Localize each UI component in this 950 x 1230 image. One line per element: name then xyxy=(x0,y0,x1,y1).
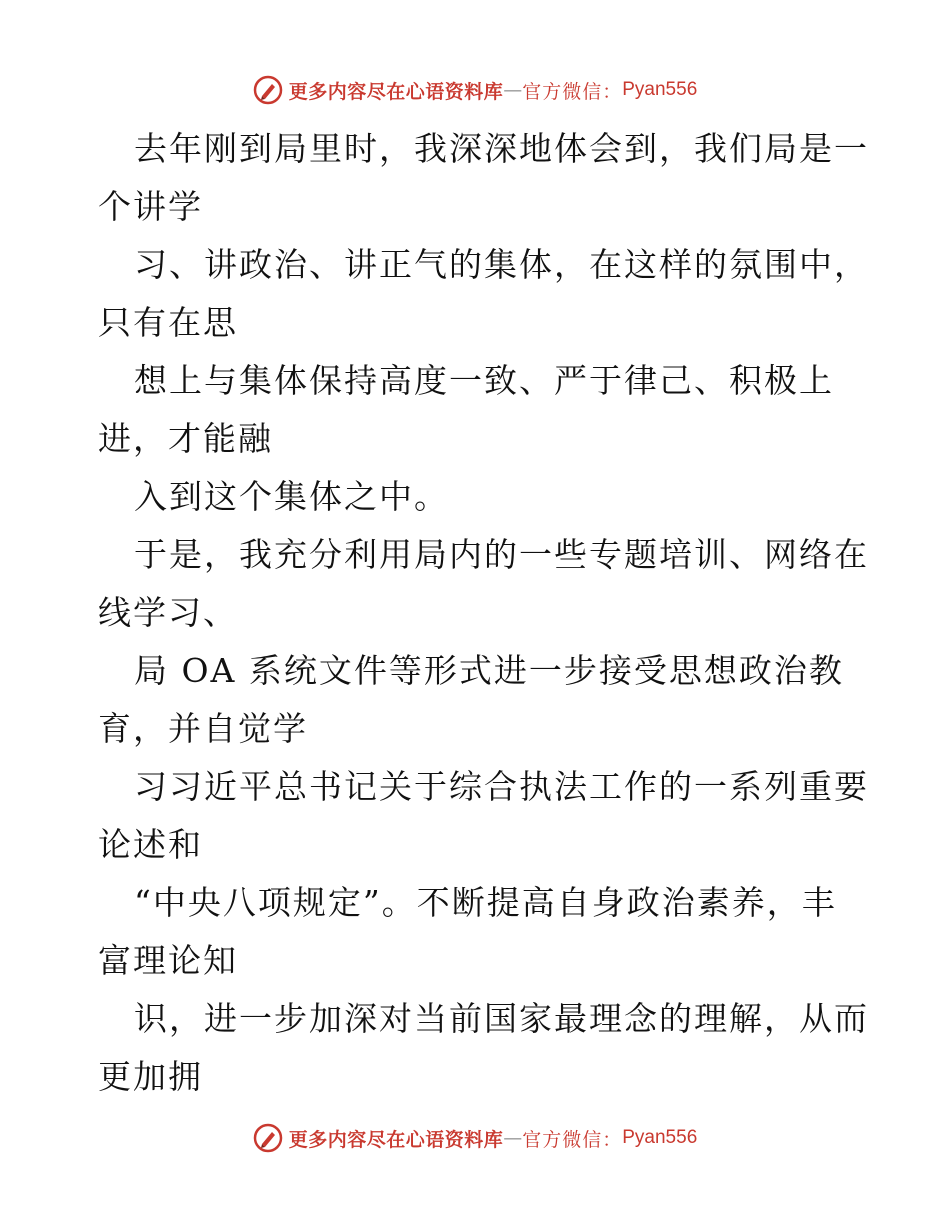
watermark-main-text: 更多内容尽在心语资料库 xyxy=(288,1128,504,1151)
watermark-sub-text: 官方微信： xyxy=(522,1128,623,1151)
text-line: 去年刚到局里时，我深深地体会到，我们局是一 xyxy=(134,129,869,168)
text-line: 入到这个集体之中。 xyxy=(134,477,449,516)
pen-logo-icon xyxy=(253,1123,283,1153)
watermark-sub-text: 官方微信： xyxy=(522,80,623,103)
text-line: 论述和 xyxy=(98,825,203,864)
text-line: 线学习、 xyxy=(98,593,238,632)
text-line: 育，并自觉学 xyxy=(98,709,308,748)
text-line: 习习近平总书记关于综合执法工作的一系列重要 xyxy=(134,767,869,806)
text-line: 个讲学 xyxy=(98,187,203,226)
watermark-main-text: 更多内容尽在心语资料库 xyxy=(288,80,504,103)
text-line: 想上与集体保持高度一致、严于律己、积极上 xyxy=(134,361,834,400)
text-line: 识，进一步加深对当前国家最理念的理解，从而 xyxy=(134,999,869,1038)
watermark-separator: — xyxy=(503,1127,523,1149)
watermark-separator: — xyxy=(503,79,523,101)
watermark-wechat-id: Pyan556 xyxy=(622,79,698,100)
pen-logo-icon xyxy=(253,75,283,105)
text-line: “中央八项规定”。不断提高自身政治素养，丰 xyxy=(134,883,837,922)
footer-watermark xyxy=(0,1118,950,1158)
text-line: 进，才能融 xyxy=(98,419,273,458)
text-line: 局 OA 系统文件等形式进一步接受思想政治教 xyxy=(134,651,844,690)
text-line: 更加拥 xyxy=(98,1057,203,1096)
watermark-wechat-id: Pyan556 xyxy=(622,1127,698,1148)
text-line: 于是，我充分利用局内的一些专题培训、网络在 xyxy=(134,535,869,574)
text-line: 只有在思 xyxy=(98,303,238,342)
document-body xyxy=(98,120,869,1106)
text-line: 习、讲政治、讲正气的集体，在这样的氛围中， xyxy=(134,245,869,284)
header-watermark xyxy=(0,70,950,110)
text-line: 富理论知 xyxy=(98,941,238,980)
